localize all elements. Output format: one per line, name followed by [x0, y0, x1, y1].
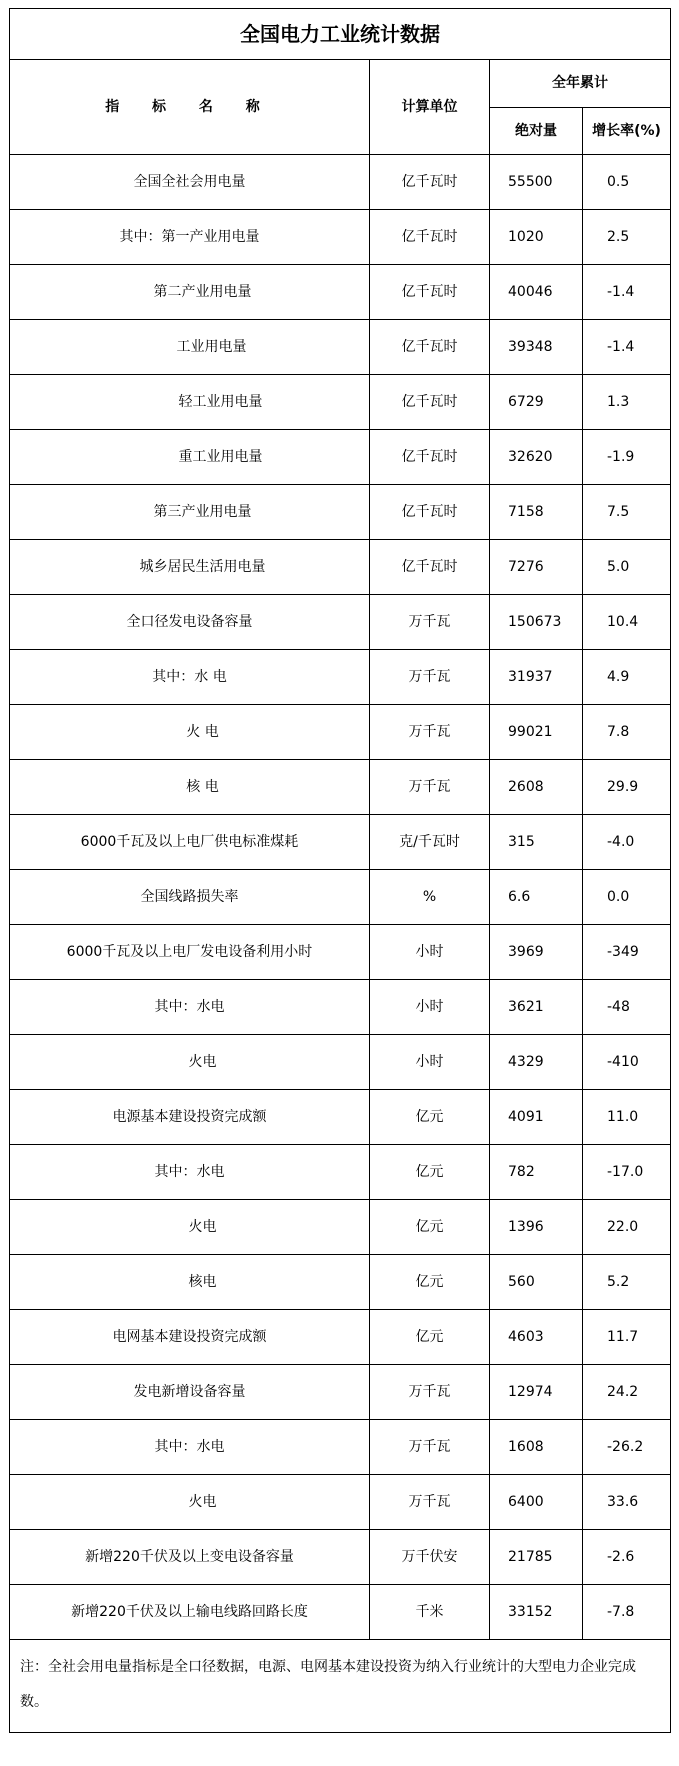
growth-rate-cell: 11.7: [583, 1310, 671, 1365]
table-row: [10, 1035, 671, 1090]
absolute-value-cell: 6729: [490, 375, 583, 430]
table-row: [10, 1475, 671, 1530]
unit-cell: 亿元: [370, 1200, 490, 1255]
unit-cell: 小时: [370, 1035, 490, 1090]
indicator-name-cell: 6000千瓦及以上电厂发电设备利用小时: [10, 925, 370, 980]
absolute-value-cell: 6400: [490, 1475, 583, 1530]
table-row: [10, 1420, 671, 1475]
table-title: 全国电力工业统计数据: [10, 9, 671, 60]
header-unit: 计算单位: [370, 60, 490, 155]
table-row: [10, 1530, 671, 1585]
table-row: [10, 1145, 671, 1200]
indicator-name-cell: 其中：水电: [10, 980, 370, 1035]
growth-rate-cell: -7.8: [583, 1585, 671, 1640]
table-row: [10, 155, 671, 210]
absolute-value-cell: 7158: [490, 485, 583, 540]
unit-cell: 亿千瓦时: [370, 210, 490, 265]
table-row: [10, 430, 671, 485]
indicator-name-cell: 第二产业用电量: [10, 265, 370, 320]
absolute-value-cell: 2608: [490, 760, 583, 815]
unit-cell: 亿元: [370, 1090, 490, 1145]
table-row: [10, 320, 671, 375]
growth-rate-cell: 11.0: [583, 1090, 671, 1145]
absolute-value-cell: 3621: [490, 980, 583, 1035]
indicator-name-cell: 其中：水 电: [10, 650, 370, 705]
indicator-name-cell: 全国线路损失率: [10, 870, 370, 925]
unit-cell: 万千瓦: [370, 705, 490, 760]
indicator-name-cell: 第三产业用电量: [10, 485, 370, 540]
absolute-value-cell: 33152: [490, 1585, 583, 1640]
growth-rate-cell: 24.2: [583, 1365, 671, 1420]
unit-cell: 万千瓦: [370, 1475, 490, 1530]
growth-rate-cell: -1.4: [583, 320, 671, 375]
unit-cell: %: [370, 870, 490, 925]
table-row: [10, 925, 671, 980]
table-row: [10, 760, 671, 815]
unit-cell: 千米: [370, 1585, 490, 1640]
header-absolute: 绝对量: [490, 108, 583, 155]
growth-rate-cell: -349: [583, 925, 671, 980]
table-row: [10, 1200, 671, 1255]
absolute-value-cell: 1608: [490, 1420, 583, 1475]
growth-rate-cell: 7.5: [583, 485, 671, 540]
growth-rate-cell: 0.0: [583, 870, 671, 925]
indicator-name-cell: 火电: [10, 1475, 370, 1530]
indicator-name-cell: 6000千瓦及以上电厂供电标准煤耗: [10, 815, 370, 870]
unit-cell: 万千瓦: [370, 1420, 490, 1475]
absolute-value-cell: 39348: [490, 320, 583, 375]
growth-rate-cell: -1.9: [583, 430, 671, 485]
indicator-name-cell: 核 电: [10, 760, 370, 815]
indicator-name-cell: 火电: [10, 1200, 370, 1255]
absolute-value-cell: 7276: [490, 540, 583, 595]
growth-rate-cell: -17.0: [583, 1145, 671, 1200]
growth-rate-cell: -2.6: [583, 1530, 671, 1585]
growth-rate-cell: 4.9: [583, 650, 671, 705]
unit-cell: 小时: [370, 980, 490, 1035]
indicator-name-cell: 新增220千伏及以上变电设备容量: [10, 1530, 370, 1585]
unit-cell: 亿千瓦时: [370, 155, 490, 210]
indicator-name-cell: 全口径发电设备容量: [10, 595, 370, 650]
header-annual-total: 全年累计: [490, 60, 671, 108]
unit-cell: 亿千瓦时: [370, 540, 490, 595]
absolute-value-cell: 31937: [490, 650, 583, 705]
table-row: [10, 595, 671, 650]
absolute-value-cell: 99021: [490, 705, 583, 760]
absolute-value-cell: 3969: [490, 925, 583, 980]
table-row: [10, 265, 671, 320]
table-row: [10, 1585, 671, 1640]
table-row: [10, 980, 671, 1035]
indicator-name-cell: 电源基本建设投资完成额: [10, 1090, 370, 1145]
indicator-name-cell: 城乡居民生活用电量: [10, 540, 370, 595]
absolute-value-cell: 4329: [490, 1035, 583, 1090]
power-statistics-table: [9, 8, 671, 1733]
growth-rate-cell: 5.2: [583, 1255, 671, 1310]
unit-cell: 亿千瓦时: [370, 265, 490, 320]
indicator-name-cell: 新增220千伏及以上输电线路回路长度: [10, 1585, 370, 1640]
absolute-value-cell: 4603: [490, 1310, 583, 1365]
table-row: [10, 485, 671, 540]
header-growth-rate: 增长率(%): [583, 108, 671, 155]
growth-rate-cell: -1.4: [583, 265, 671, 320]
growth-rate-cell: 33.6: [583, 1475, 671, 1530]
growth-rate-cell: 7.8: [583, 705, 671, 760]
absolute-value-cell: 1020: [490, 210, 583, 265]
table-row: [10, 870, 671, 925]
growth-rate-cell: 29.9: [583, 760, 671, 815]
growth-rate-cell: 5.0: [583, 540, 671, 595]
table-row: [10, 1090, 671, 1145]
absolute-value-cell: 782: [490, 1145, 583, 1200]
table-row: [10, 815, 671, 870]
indicator-name-cell: 火 电: [10, 705, 370, 760]
unit-cell: 亿千瓦时: [370, 485, 490, 540]
unit-cell: 亿千瓦时: [370, 375, 490, 430]
indicator-name-cell: 其中：水电: [10, 1420, 370, 1475]
unit-cell: 亿千瓦时: [370, 320, 490, 375]
indicator-name-cell: 工业用电量: [10, 320, 370, 375]
table-row: [10, 1255, 671, 1310]
growth-rate-cell: 1.3: [583, 375, 671, 430]
unit-cell: 万千瓦: [370, 1365, 490, 1420]
unit-cell: 万千瓦: [370, 650, 490, 705]
absolute-value-cell: 1396: [490, 1200, 583, 1255]
indicator-name-cell: 其中：水电: [10, 1145, 370, 1200]
growth-rate-cell: 10.4: [583, 595, 671, 650]
indicator-name-cell: 全国全社会用电量: [10, 155, 370, 210]
table-note: 注：全社会用电量指标是全口径数据，电源、电网基本建设投资为纳入行业统计的大型电力企业完成数。: [10, 1640, 671, 1733]
absolute-value-cell: 40046: [490, 265, 583, 320]
absolute-value-cell: 6.6: [490, 870, 583, 925]
unit-cell: 亿元: [370, 1255, 490, 1310]
absolute-value-cell: 560: [490, 1255, 583, 1310]
growth-rate-cell: -4.0: [583, 815, 671, 870]
absolute-value-cell: 12974: [490, 1365, 583, 1420]
table-row: [10, 1310, 671, 1365]
absolute-value-cell: 55500: [490, 155, 583, 210]
unit-cell: 万千伏安: [370, 1530, 490, 1585]
growth-rate-cell: 0.5: [583, 155, 671, 210]
unit-cell: 小时: [370, 925, 490, 980]
unit-cell: 万千瓦: [370, 760, 490, 815]
unit-cell: 亿千瓦时: [370, 430, 490, 485]
growth-rate-cell: -26.2: [583, 1420, 671, 1475]
unit-cell: 万千瓦: [370, 595, 490, 650]
absolute-value-cell: 21785: [490, 1530, 583, 1585]
indicator-name-cell: 核电: [10, 1255, 370, 1310]
growth-rate-cell: 22.0: [583, 1200, 671, 1255]
absolute-value-cell: 150673: [490, 595, 583, 650]
absolute-value-cell: 32620: [490, 430, 583, 485]
absolute-value-cell: 4091: [490, 1090, 583, 1145]
growth-rate-cell: -410: [583, 1035, 671, 1090]
table-row: [10, 210, 671, 265]
growth-rate-cell: -48: [583, 980, 671, 1035]
header-indicator-name: 指 标 名 称: [10, 60, 370, 155]
table-row: [10, 1365, 671, 1420]
growth-rate-cell: 2.5: [583, 210, 671, 265]
table-row: [10, 650, 671, 705]
table-row: [10, 705, 671, 760]
unit-cell: 亿元: [370, 1310, 490, 1365]
indicator-name-cell: 其中：第一产业用电量: [10, 210, 370, 265]
indicator-name-cell: 轻工业用电量: [10, 375, 370, 430]
table-row: [10, 540, 671, 595]
indicator-name-cell: 火电: [10, 1035, 370, 1090]
indicator-name-cell: 重工业用电量: [10, 430, 370, 485]
table-row: [10, 375, 671, 430]
indicator-name-cell: 发电新增设备容量: [10, 1365, 370, 1420]
unit-cell: 亿元: [370, 1145, 490, 1200]
unit-cell: 克/千瓦时: [370, 815, 490, 870]
indicator-name-cell: 电网基本建设投资完成额: [10, 1310, 370, 1365]
absolute-value-cell: 315: [490, 815, 583, 870]
